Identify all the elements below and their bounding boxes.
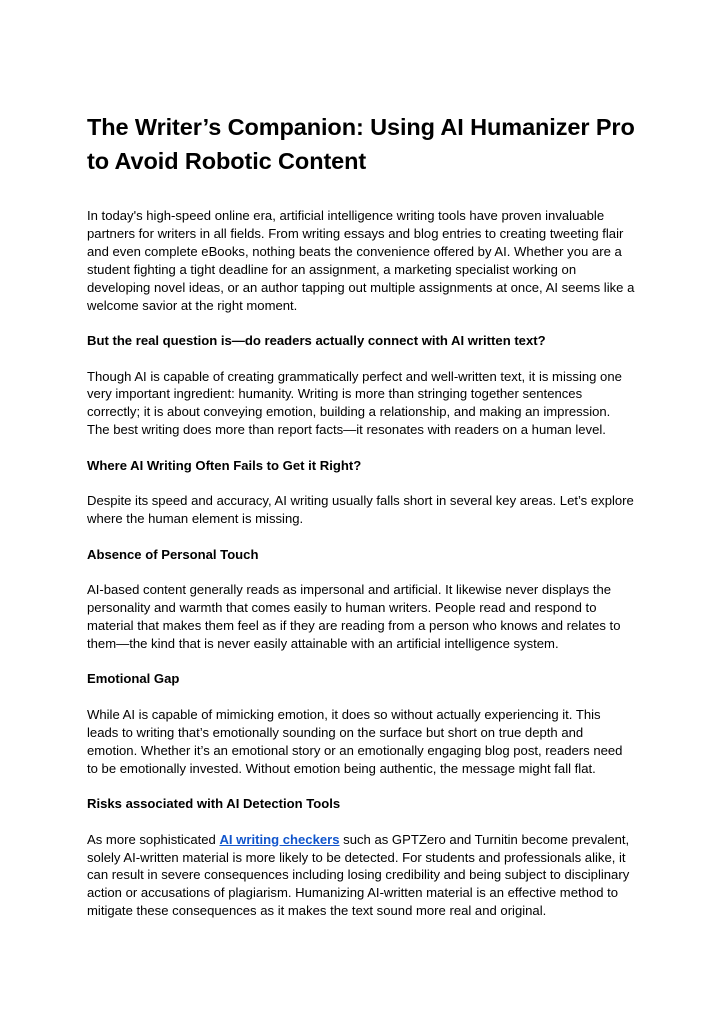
section-heading-emotional-gap: Emotional Gap — [87, 671, 180, 687]
question-heading: But the real question is—do readers actually connect with AI written text? — [87, 333, 546, 349]
section-heading-personal-touch: Absence of Personal Touch — [87, 546, 259, 562]
detection-risks-paragraph — [87, 831, 635, 921]
document-page — [87, 110, 635, 938]
document-title: The Writer’s Companion: Using AI Humanizer Pro to Avoid Robotic Content — [87, 114, 635, 174]
intro-paragraph: In today's high-speed online era, artificial intelligence writing tools have proven invaluable partners for writers in all fields. From writing essays and blog entries to creating tweeting flair and even complete eBooks, nothing beats the convenience offered by AI. Whether you are a student fighting a tight deadline for an assignment, a marketing specialist working on developing novel ideas, or an author tapping out multiple assignments at once, AI seems like a welcome savior at the right moment. — [87, 208, 635, 313]
ai-writing-checkers-link[interactable]: AI writing checkers — [219, 831, 340, 847]
personal-touch-paragraph: AI-based content generally reads as impersonal and artificial. It likewise never displays the personality and warmth that comes easily to human writers. People read and respond to material that makes them feel as if they are reading from a person who knows and relates to them—the kind that is never easily attainable with an artificial intelligence system. — [87, 582, 621, 651]
detection-text-before-link: As more sophisticated — [87, 831, 220, 847]
detection-text-after-link: such as GPTZero and Turnitin become prevalent, solely AI-written material is more likely to be detected. For students and professionals alike, it can result in severe consequences including losing credibility and being subject to disciplinary action or accusations of plagiarism. Humanizing AI-written material is an effective method to mitigate these consequences as it makes the text sound more real and original. — [87, 831, 630, 919]
section-heading-where-ai-fails: Where AI Writing Often Fails to Get it Right? — [87, 457, 362, 473]
section-heading-detection-risks: Risks associated with AI Detection Tools — [87, 796, 341, 812]
emotional-gap-paragraph: While AI is capable of mimicking emotion, it does so without actually experiencing it. This leads to writing that’s emotionally sounding on the surface but short on true depth and emotion. Whether it’s an emotional story or an emotionally engaging blog post, readers need to be emotionally invested. Without emotion being authentic, the message might fall flat. — [87, 706, 623, 776]
shortcomings-paragraph: Despite its speed and accuracy, AI writing usually falls short in several key areas. Let’s explore where the human element is missing. — [87, 493, 634, 527]
humanity-paragraph: Though AI is capable of creating grammatically perfect and well-written text, it is missing one very important ingredient: humanity. Writing is more than stringing together sentences correctly; it is about conveying emotion, building a relationship, and making an impression. The best writing does more than report facts—it resonates with readers on a human level. — [87, 368, 622, 438]
